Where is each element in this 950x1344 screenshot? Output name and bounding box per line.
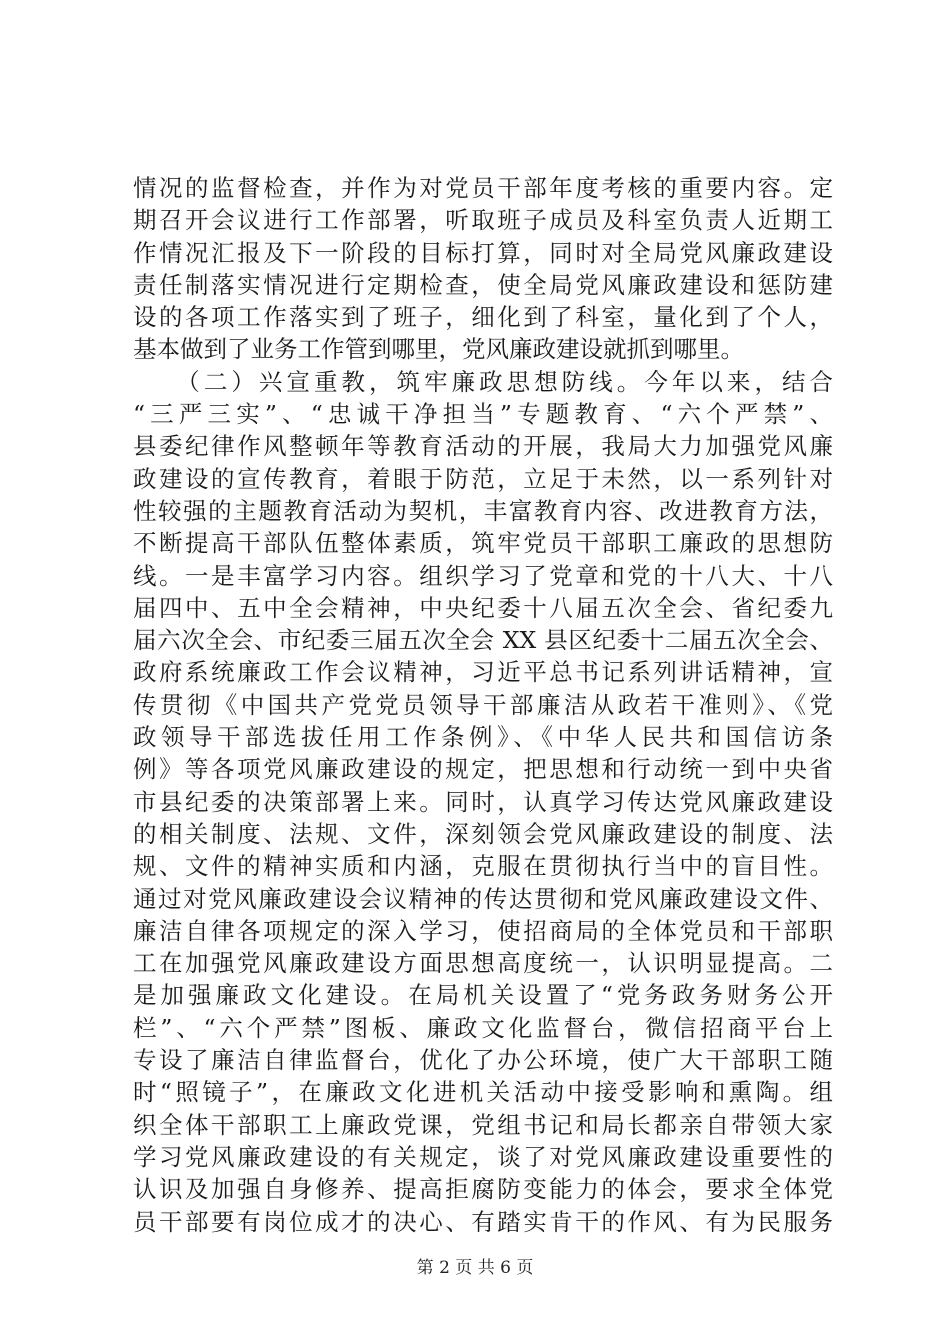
body-text [133,172,833,1238]
page-number: 第 2 页 共 6 页 [416,1258,534,1278]
text-line: 届四中、五中全会精神，中央纪委十八届五次全会、省纪委九 [133,593,833,622]
text-line: 工在加强党风廉政建设方面思想高度统一，认识明显提高。二 [133,949,833,978]
text-line: 廉洁自律各项规定的深入学习，使招商局的全体党员和干部职 [133,916,833,945]
text-line: 学习党风廉政建设的有关规定，谈了对党风廉政建设重要性的 [133,1142,833,1171]
text-line: 织全体干部职工上廉政党课，党组书记和局长都亲自带领大家 [133,1110,833,1139]
text-line: 时“照镜子”，在廉政文化进机关活动中接受影响和熏陶。组 [133,1078,833,1107]
text-line: 通过对党风廉政建设会议精神的传达贯彻和党风廉政建设文件、 [133,884,833,913]
text-line: 认识及加强自身修养、提高拒腐防变能力的体会，要求全体党 [133,1175,833,1204]
text-line: 情况的监督检查，并作为对党员干部年度考核的重要内容。定 [133,174,833,202]
text-line: 市县纪委的决策部署上来。同时，认真学习传达党风廉政建设 [133,787,833,816]
text-line: 县委纪律作风整顿年等教育活动的开展，我局大力加强党风廉 [133,432,833,461]
text-line: 责任制落实情况进行定期检查，使全局党风廉政建设和惩防建 [133,270,833,299]
text-line: 规、文件的精神实质和内涵，克服在贯彻执行当中的盲目性。 [133,852,833,881]
text-line: 届六次全会、市纪委三届五次全会 XX 县区纪委十二届五次全会、 [133,626,833,655]
text-line: 政建设的宣传教育，着眼于防范，立足于未然，以一系列针对 [133,464,833,493]
text-line: 传贯彻《中国共产党党员领导干部廉洁从政若干准则》、《党 [133,690,833,719]
text-line: 线。一是丰富学习内容。组织学习了党章和党的十八大、十八 [133,561,833,590]
text-line: 政领导干部选拔任用工作条例》、《中华人民共和国信访条 [133,723,833,752]
text-line: 作情况汇报及下一阶段的目标打算，同时对全局党风廉政建设 [133,238,833,267]
text-line: 基本做到了业务工作管到哪里，党风廉政建设就抓到哪里。 [133,335,744,364]
text-line: 的相关制度、法规、文件，深刻领会党风廉政建设的制度、法 [133,819,833,848]
text-line: 专设了廉洁自律监督台，优化了办公环境，使广大干部职工随 [133,1046,833,1075]
text-line: 栏”、“六个严禁”图板、廉政文化监督台，微信招商平台上 [133,1013,833,1042]
text-line: 员干部要有岗位成才的决心、有踏实肯干的作风、有为民服务 [133,1207,833,1236]
text-line: 性较强的主题教育活动为契机，丰富教育内容、改进教育方法， [133,496,833,525]
text-line: “三严三实”、“忠诚干净担当”专题教育、“六个严禁”、 [133,400,833,429]
text-line: 不断提高干部队伍整体素质，筑牢党员干部职工廉政的思想防 [133,529,833,558]
text-line: 政府系统廉政工作会议精神，习近平总书记系列讲话精神，宣 [133,658,833,687]
text-line: 例》等各项党风廉政建设的规定，把思想和行动统一到中央省 [133,755,833,784]
text-line: 期召开会议进行工作部署，听取班子成员及科室负责人近期工 [133,206,833,235]
text-line: （二）兴宣重教，筑牢廉政思想防线。今年以来，结合 [133,367,833,396]
text-line: 设的各项工作落实到了班子，细化到了科室，量化到了个人， [133,303,833,332]
text-line: 是加强廉政文化建设。在局机关设置了“党务政务财务公开 [133,981,833,1010]
